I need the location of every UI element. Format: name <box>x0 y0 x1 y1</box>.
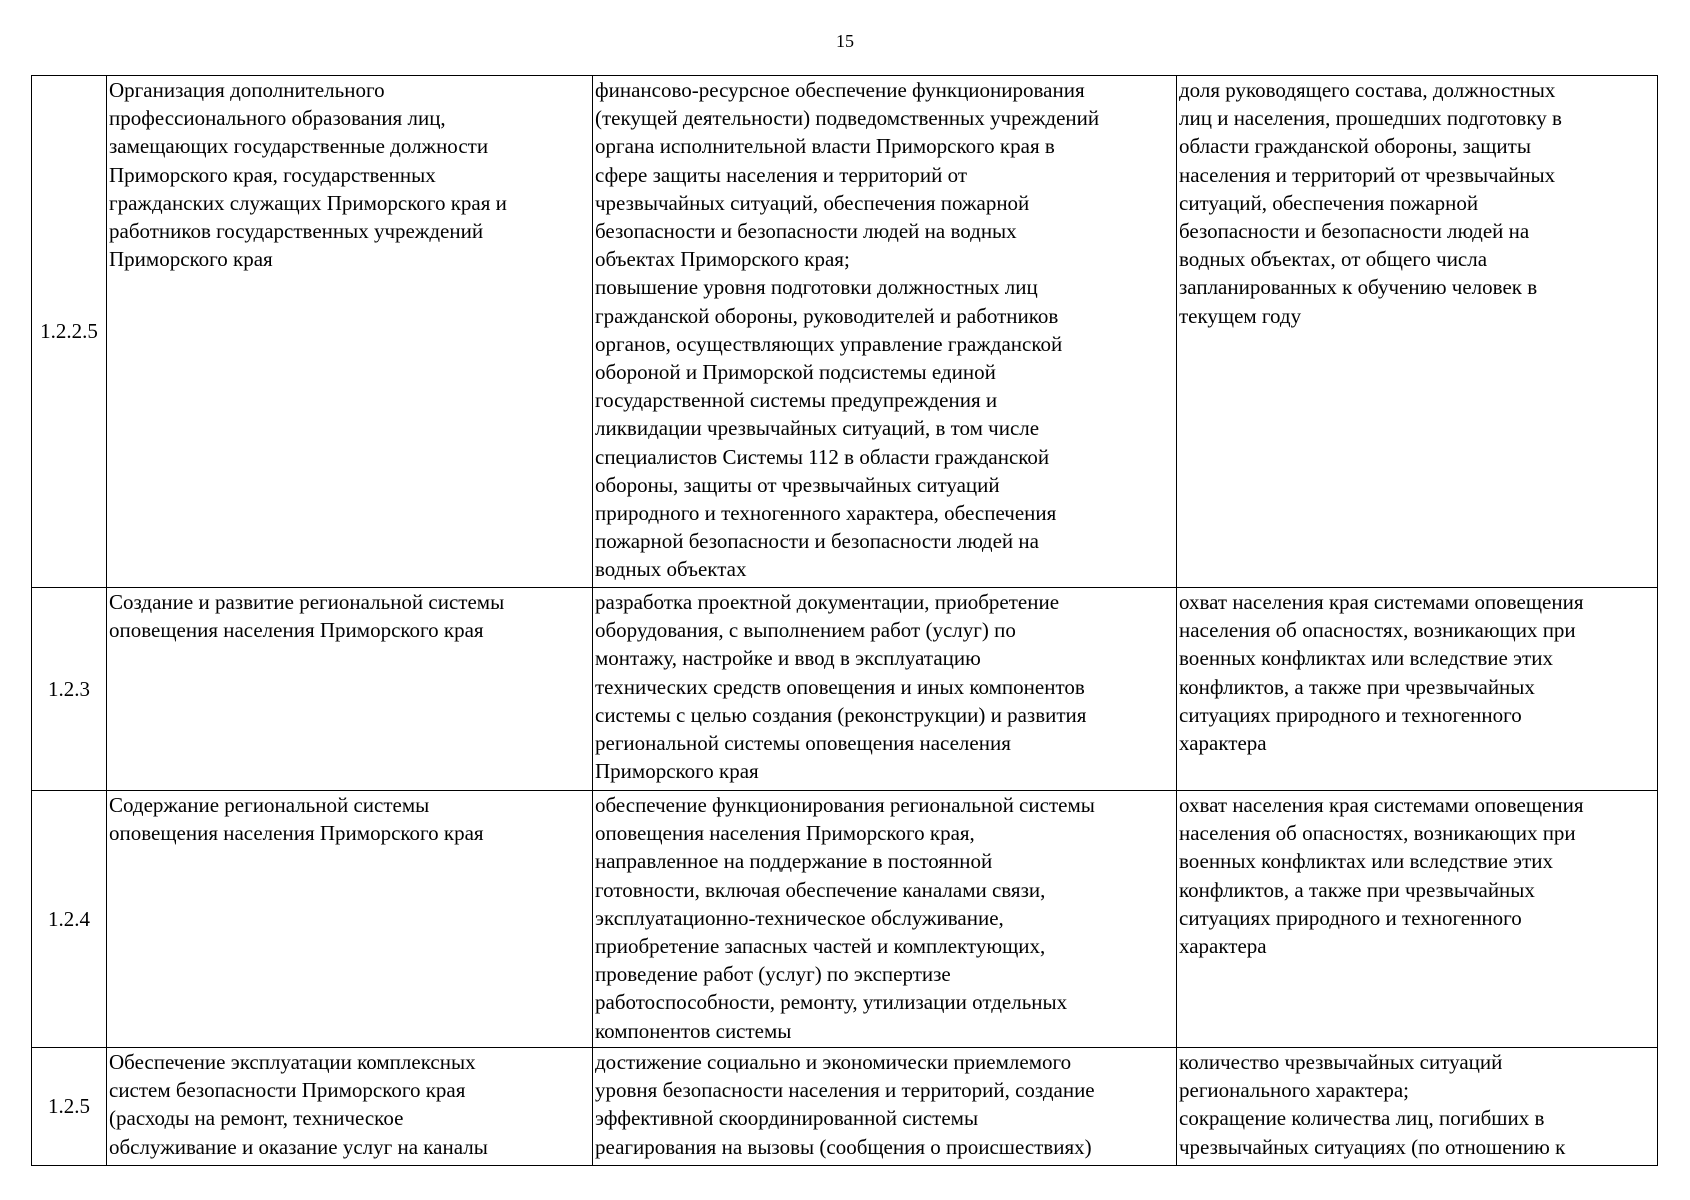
text-line: (расходы на ремонт, техническое <box>109 1106 404 1131</box>
text-line: эксплуатационно-техническое обслуживание, <box>595 905 1004 930</box>
table-row <box>32 76 1658 588</box>
text-line: уровня безопасности населения и территорий, создание <box>595 1078 1095 1103</box>
row-code: 1.2.2.5 <box>32 76 107 588</box>
text-line: объектах Приморского края; <box>595 247 850 272</box>
text-line: ситуаций, обеспечения пожарной <box>1179 190 1479 215</box>
text-line: Содержание региональной системы <box>109 793 430 817</box>
text-line: текущем году <box>1179 303 1302 328</box>
text-line: населения об опасностях, возникающих при <box>1179 821 1576 846</box>
text-line: Создание и развитие региональной системы <box>109 590 505 614</box>
measure-name-cell <box>107 76 593 588</box>
text-line: специалистов Системы 112 в области гражданской <box>595 444 1050 469</box>
text-line: населения об опасностях, возникающих при <box>1179 618 1576 643</box>
text-line: характера <box>1179 731 1267 756</box>
text-line: пожарной безопасности и безопасности людей на <box>595 529 1039 554</box>
text-line: монтажу, настройке и ввод в эксплуатацию <box>595 646 981 671</box>
text-line: Организация дополнительного <box>109 78 385 102</box>
text-line: охват населения края системами оповещения <box>1179 590 1584 614</box>
table-row <box>32 588 1658 791</box>
row-code: 1.2.3 <box>32 588 107 791</box>
text-line: замещающих государственные должности <box>109 134 489 159</box>
text-line: гражданских служащих Приморского края и <box>109 190 507 215</box>
indicator-cell <box>1177 1048 1658 1166</box>
text-line: приобретение запасных частей и комплектующих, <box>595 934 1046 959</box>
text-line: разработка проектной документации, приобретение <box>595 590 1060 614</box>
text-line: реагирования на вызовы (сообщения о происшествиях) <box>595 1134 1092 1159</box>
measure-name-cell <box>107 588 593 791</box>
text-line: сфере защиты населения и территорий от <box>595 162 968 187</box>
table-row <box>32 791 1658 1048</box>
indicator-cell <box>1177 588 1658 791</box>
text-line: количество чрезвычайных ситуаций <box>1179 1050 1503 1074</box>
text-line: технических средств оповещения и иных компонентов <box>595 674 1085 699</box>
text-line: гражданской обороны, руководителей и работников <box>595 303 1059 328</box>
program-table <box>31 75 1658 1166</box>
text-line: охват населения края системами оповещения <box>1179 793 1584 817</box>
text-line: Приморского края <box>109 247 273 272</box>
text-line: безопасности и безопасности людей на водных <box>595 219 1017 244</box>
text-line: области гражданской обороны, защиты <box>1179 134 1531 159</box>
table-body <box>32 76 1658 1166</box>
text-line: направленное на поддержание в постоянной <box>595 849 993 874</box>
text-line: ликвидации чрезвычайных ситуаций, в том числе <box>595 416 1040 441</box>
measure-name-cell <box>107 1048 593 1166</box>
text-line: органа исполнительной власти Приморского края в <box>595 134 1055 159</box>
text-line: безопасности и безопасности людей на <box>1179 219 1530 244</box>
text-line: Обеспечение эксплуатации комплексных <box>109 1050 476 1074</box>
text-line: систем безопасности Приморского края <box>109 1078 466 1103</box>
text-line: доля руководящего состава, должностных <box>1179 78 1556 102</box>
text-line: чрезвычайных ситуаций, обеспечения пожарной <box>595 190 1030 215</box>
text-line: характера <box>1179 934 1267 959</box>
text-line: водных объектах, от общего числа <box>1179 247 1488 272</box>
measure-description-cell <box>593 1048 1177 1166</box>
text-line: ситуациях природного и техногенного <box>1179 702 1522 727</box>
text-line: оборудования, с выполнением работ (услуг) по <box>595 618 1016 643</box>
measure-description-cell <box>593 791 1177 1048</box>
text-line: обороны, защиты от чрезвычайных ситуаций <box>595 472 1000 497</box>
text-line: финансово-ресурсное обеспечение функционирования <box>595 78 1085 102</box>
text-line: компонентов системы <box>595 1018 792 1043</box>
text-line: ситуациях природного и техногенного <box>1179 905 1522 930</box>
measure-description-cell <box>593 76 1177 588</box>
text-line: военных конфликтах или вследствие этих <box>1179 646 1553 671</box>
text-line: оповещения населения Приморского края <box>109 821 484 846</box>
text-line: запланированных к обучению человек в <box>1179 275 1538 300</box>
text-line: органов, осуществляющих управление гражданской <box>595 331 1063 356</box>
text-line: чрезвычайных ситуациях (по отношению к <box>1179 1134 1566 1159</box>
text-line: профессионального образования лиц, <box>109 106 446 131</box>
text-line: конфликтов, а также при чрезвычайных <box>1179 674 1535 699</box>
text-line: системы с целью создания (реконструкции) и развития <box>595 702 1087 727</box>
text-line: обеспечение функционирования региональной системы <box>595 793 1095 817</box>
text-line: работоспособности, ремонту, утилизации отдельных <box>595 990 1068 1015</box>
indicator-cell <box>1177 76 1658 588</box>
indicator-cell <box>1177 791 1658 1048</box>
text-line: достижение социально и экономически приемлемого <box>595 1050 1072 1074</box>
text-line: обслуживание и оказание услуг на каналы <box>109 1134 488 1159</box>
text-line: (текущей деятельности) подведомственных учреждений <box>595 106 1100 131</box>
text-line: готовности, включая обеспечение каналами связи, <box>595 877 1046 902</box>
measure-name-cell <box>107 791 593 1048</box>
text-line: работников государственных учреждений <box>109 219 484 244</box>
text-line: сокращение количества лиц, погибших в <box>1179 1106 1545 1131</box>
text-line: природного и техногенного характера, обеспечения <box>595 501 1057 526</box>
text-line: регионального характера; <box>1179 1078 1409 1103</box>
text-line: региональной системы оповещения населения <box>595 731 1011 756</box>
measure-description-cell <box>593 588 1177 791</box>
text-line: проведение работ (услуг) по экспертизе <box>595 962 951 987</box>
text-line: оповещения населения Приморского края <box>109 618 484 643</box>
text-line: водных объектах <box>595 557 747 582</box>
row-code: 1.2.5 <box>32 1048 107 1166</box>
text-line: конфликтов, а также при чрезвычайных <box>1179 877 1535 902</box>
page-number: 15 <box>836 31 854 51</box>
text-line: Приморского края, государственных <box>109 162 436 187</box>
text-line: эффективной скоординированной системы <box>595 1106 979 1131</box>
text-line: государственной системы предупреждения и <box>595 388 998 413</box>
text-line: оповещения населения Приморского края, <box>595 821 975 846</box>
row-code: 1.2.4 <box>32 791 107 1048</box>
table-row <box>32 1048 1658 1166</box>
text-line: населения и территорий от чрезвычайных <box>1179 162 1556 187</box>
text-line: Приморского края <box>595 759 759 784</box>
text-line: повышение уровня подготовки должностных лиц <box>595 275 1038 300</box>
text-line: обороной и Приморской подсистемы единой <box>595 360 996 385</box>
text-line: военных конфликтах или вследствие этих <box>1179 849 1553 874</box>
text-line: лиц и населения, прошедших подготовку в <box>1179 106 1562 131</box>
